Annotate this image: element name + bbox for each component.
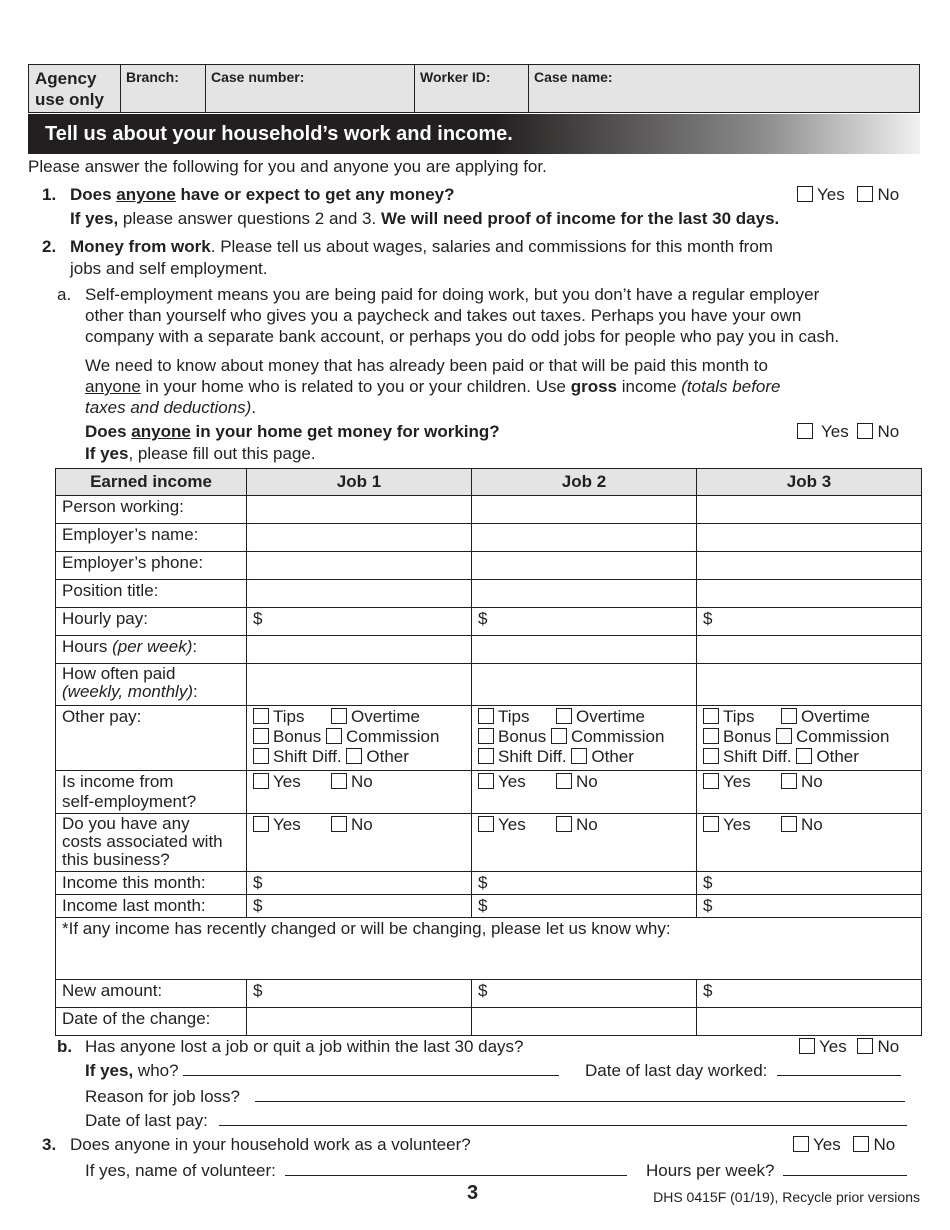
job2-position-title-field[interactable] [472, 580, 697, 608]
job1-new-amount-field[interactable]: $ [247, 980, 472, 1008]
q2-text-line2: jobs and self employment. [70, 259, 268, 278]
q2b-letter: b. [57, 1037, 73, 1056]
q2b-question: Has anyone lost a job or quit a job within the last 30 days? [85, 1037, 524, 1056]
job1-date-change-field[interactable] [247, 1008, 472, 1036]
job1-tips-checkbox[interactable] [253, 708, 269, 724]
yes-label: Yes [813, 1135, 841, 1154]
table-row [56, 771, 922, 814]
job3-hourly-pay-field[interactable]: $ [697, 608, 922, 636]
q1-no-checkbox[interactable] [857, 186, 873, 202]
table-row [56, 706, 922, 771]
branch-field[interactable]: Branch: [121, 65, 206, 112]
person-working-label: Person working: [56, 496, 247, 524]
table-row [56, 580, 922, 608]
job1-other-checkbox[interactable] [346, 748, 362, 764]
business-costs-label: Do you have any costs associated with this business? [56, 814, 247, 872]
income-this-month-label: Income this month: [56, 872, 247, 895]
job1-business-costs: Yes No [247, 814, 472, 872]
job3-costs-no-checkbox[interactable] [781, 816, 797, 832]
intro-text: Please answer the following for you and anyone you are applying for. [28, 157, 547, 176]
yes-label: Yes [819, 1037, 847, 1056]
header-job-1: Job 1 [247, 469, 472, 496]
q2b-who-row: If yes, who? [85, 1060, 559, 1081]
job2-tips-checkbox[interactable] [478, 708, 494, 724]
job2-income-this-month-field[interactable]: $ [472, 872, 697, 895]
table-row [56, 664, 922, 706]
employer-phone-label: Employer’s phone: [56, 552, 247, 580]
job2-hours-field[interactable] [472, 636, 697, 664]
job3-self-emp-no-checkbox[interactable] [781, 773, 797, 789]
job2-costs-yes-checkbox[interactable] [478, 816, 494, 832]
table-row [56, 814, 922, 872]
worker-id-field[interactable]: Worker ID: [415, 65, 529, 112]
yes-label: Yes [817, 185, 845, 204]
q2b-last-pay-row: Date of last pay: [85, 1110, 907, 1131]
earned-income-table [55, 468, 922, 1036]
income-last-month-label: Income last month: [56, 895, 247, 918]
q2b-last-day-field[interactable] [777, 1061, 901, 1076]
job3-shift-diff-checkbox[interactable] [703, 748, 719, 764]
q3-no-checkbox[interactable] [853, 1136, 869, 1152]
q1-instructions: If yes, please answer questions 2 and 3. We will need proof of income for the last 30 days. [70, 209, 780, 228]
job2-hourly-pay-field[interactable]: $ [472, 608, 697, 636]
q2a-yes-checkbox[interactable] [797, 423, 813, 439]
job3-employer-phone-field[interactable] [697, 552, 922, 580]
q2b-no-checkbox[interactable] [857, 1038, 873, 1054]
q2a-letter: a. [57, 285, 72, 304]
q1-question: Does anyone have or expect to get any money? [70, 185, 455, 204]
job2-person-working-field[interactable] [472, 496, 697, 524]
job3-costs-yes-checkbox[interactable] [703, 816, 719, 832]
q3-hours-row: Hours per week? [646, 1160, 907, 1181]
job2-income-last-month-field[interactable]: $ [472, 895, 697, 918]
table-row [56, 552, 922, 580]
table-row [56, 496, 922, 524]
q3-question: Does anyone in your household work as a volunteer? [70, 1135, 471, 1154]
income-change-reason-field[interactable]: *If any income has recently changed or will be changing, please let us know why: [56, 918, 922, 980]
job1-hourly-pay-field[interactable]: $ [247, 608, 472, 636]
job1-employer-phone-field[interactable] [247, 552, 472, 580]
table-row [56, 1008, 922, 1036]
q2b-reason-row: Reason for job loss? [85, 1086, 905, 1107]
job1-employer-name-field[interactable] [247, 524, 472, 552]
job1-shift-diff-checkbox[interactable] [253, 748, 269, 764]
table-header-row [56, 469, 922, 496]
table-row [56, 524, 922, 552]
header-earned-income: Earned income [56, 469, 247, 496]
q1-yes-checkbox[interactable] [797, 186, 813, 202]
table-row [56, 980, 922, 1008]
job3-self-emp-yes-checkbox[interactable] [703, 773, 719, 789]
no-label: No [877, 1037, 900, 1056]
new-amount-label: New amount: [56, 980, 247, 1008]
table-row [56, 636, 922, 664]
job2-other-checkbox[interactable] [571, 748, 587, 764]
job2-how-often-field[interactable] [472, 664, 697, 706]
job3-hours-field[interactable] [697, 636, 922, 664]
job1-self-emp-no-checkbox[interactable] [331, 773, 347, 789]
q2a-yes-no [797, 421, 899, 442]
job3-business-costs: Yes No [697, 814, 922, 872]
job2-date-change-field[interactable] [472, 1008, 697, 1036]
q2a-paragraph-2: We need to know about money that has already been paid or that will be paid this month to anyone in your home who is related to you or your children. Use gross income (totals before taxes and deductions). [85, 356, 781, 417]
job2-self-emp-yes-checkbox[interactable] [478, 773, 494, 789]
job3-position-title-field[interactable] [697, 580, 922, 608]
job3-bonus-checkbox[interactable] [703, 728, 719, 744]
job3-date-change-field[interactable] [697, 1008, 922, 1036]
job1-income-this-month-field[interactable]: $ [247, 872, 472, 895]
q3-number: 3. [42, 1135, 57, 1154]
hourly-pay-label: Hourly pay: [56, 608, 247, 636]
header-job-2: Job 2 [472, 469, 697, 496]
q1-yes-no [797, 184, 899, 205]
job1-person-working-field[interactable] [247, 496, 472, 524]
job2-bonus-checkbox[interactable] [478, 728, 494, 744]
job3-tips-checkbox[interactable] [703, 708, 719, 724]
q2b-who-field[interactable] [183, 1061, 559, 1076]
job2-business-costs: Yes No [472, 814, 697, 872]
job3-person-working-field[interactable] [697, 496, 922, 524]
job1-costs-yes-checkbox[interactable] [253, 816, 269, 832]
table-row [56, 608, 922, 636]
job3-income-last-month-field[interactable]: $ [697, 895, 922, 918]
job1-self-employment: Yes No [247, 771, 472, 814]
header-job-3: Job 3 [697, 469, 922, 496]
job1-commission-checkbox[interactable] [326, 728, 342, 744]
q2a-question: Does anyone in your home get money for working? [85, 422, 500, 441]
job2-self-emp-no-checkbox[interactable] [556, 773, 572, 789]
q2b-last-day-row: Date of last day worked: [585, 1060, 901, 1081]
how-often-paid-label: How often paid (weekly, monthly): [56, 664, 247, 706]
job3-overtime-checkbox[interactable] [781, 708, 797, 724]
yes-label: Yes [821, 422, 849, 441]
job1-how-often-field[interactable] [247, 664, 472, 706]
table-row [56, 872, 922, 895]
q2b-reason-field[interactable] [255, 1087, 905, 1102]
self-employment-label: Is income from self-employment? [56, 771, 247, 814]
job2-self-employment: Yes No [472, 771, 697, 814]
q3-yes-no [793, 1134, 895, 1155]
job2-employer-name-field[interactable] [472, 524, 697, 552]
q2b-yes-no [799, 1036, 899, 1057]
agency-use-only-label: Agency use only [29, 65, 121, 112]
job2-employer-phone-field[interactable] [472, 552, 697, 580]
job1-position-title-field[interactable] [247, 580, 472, 608]
case-name-field[interactable]: Case name: [534, 69, 613, 85]
table-row [56, 918, 922, 980]
q3-name-row: If yes, name of volunteer: [85, 1160, 627, 1181]
q2-number: 2. [42, 237, 57, 256]
job2-commission-checkbox[interactable] [551, 728, 567, 744]
q2b-last-pay-field[interactable] [219, 1111, 907, 1126]
table-row [56, 895, 922, 918]
section-banner: Tell us about your household’s work and income. [28, 114, 920, 154]
q2a-instructions: If yes, please fill out this page. [85, 444, 316, 463]
agency-use-box [28, 64, 920, 113]
case-number-field[interactable]: Case number: [206, 65, 415, 112]
no-label: No [873, 1135, 896, 1154]
date-change-label: Date of the change: [56, 1008, 247, 1036]
job3-employer-name-field[interactable] [697, 524, 922, 552]
job2-overtime-checkbox[interactable] [556, 708, 572, 724]
job1-income-last-month-field[interactable]: $ [247, 895, 472, 918]
no-label: No [877, 422, 900, 441]
job3-other-pay: Tips Overtime Bonus Commission Shift Diff. Other [697, 706, 922, 771]
job3-self-employment: Yes No [697, 771, 922, 814]
job2-costs-no-checkbox[interactable] [556, 816, 572, 832]
other-pay-label: Other pay: [56, 706, 247, 771]
q3-hours-field[interactable] [783, 1161, 907, 1176]
position-title-label: Position title: [56, 580, 247, 608]
job1-bonus-checkbox[interactable] [253, 728, 269, 744]
hours-label: Hours (per week): [56, 636, 247, 664]
job3-new-amount-field[interactable]: $ [697, 980, 922, 1008]
q2a-paragraph-1: Self-employment means you are being paid for doing work, but you don’t have a regular employer other than yourself who gives you a paycheck and takes out taxes. Perhaps you have your own company with a separate bank account, or perhaps you do odd jobs for people who pay you in cash. [85, 285, 840, 346]
job3-commission-checkbox[interactable] [776, 728, 792, 744]
job1-hours-field[interactable] [247, 636, 472, 664]
job1-costs-no-checkbox[interactable] [331, 816, 347, 832]
job1-self-emp-yes-checkbox[interactable] [253, 773, 269, 789]
job2-new-amount-field[interactable]: $ [472, 980, 697, 1008]
job1-overtime-checkbox[interactable] [331, 708, 347, 724]
q2a-no-checkbox[interactable] [857, 423, 873, 439]
q3-name-field[interactable] [285, 1161, 627, 1176]
job3-how-often-field[interactable] [697, 664, 922, 706]
job3-other-checkbox[interactable] [796, 748, 812, 764]
q1-number: 1. [42, 185, 57, 204]
q2-text: Money from work. Please tell us about wages, salaries and commissions for this month from [70, 237, 773, 256]
page-number: 3 [467, 1182, 479, 1204]
job3-income-this-month-field[interactable]: $ [697, 872, 922, 895]
no-label: No [877, 185, 900, 204]
job2-other-pay: Tips Overtime Bonus Commission Shift Diff. Other [472, 706, 697, 771]
job1-other-pay: Tips Overtime Bonus Commission Shift Diff. Other [247, 706, 472, 771]
form-number: DHS 0415F (01/19), Recycle prior versions [653, 1189, 920, 1205]
employer-name-label: Employer’s name: [56, 524, 247, 552]
job2-shift-diff-checkbox[interactable] [478, 748, 494, 764]
q3-yes-checkbox[interactable] [793, 1136, 809, 1152]
q2b-yes-checkbox[interactable] [799, 1038, 815, 1054]
